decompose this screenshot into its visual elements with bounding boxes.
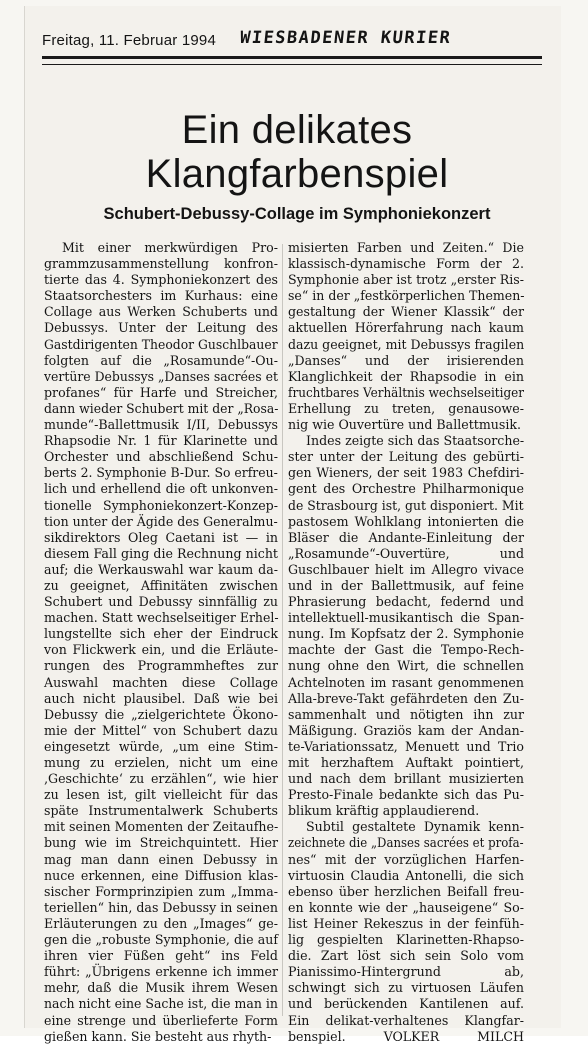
article-text-line: gestaltung der Wiener Klassik“ der bbox=[288, 304, 524, 320]
article-text-line: eingesetzt würde, „um eine Stim- bbox=[44, 738, 278, 754]
article-text-line: Orchester und abschließend Schu- bbox=[44, 449, 278, 465]
article-text-line: zu geeignet, Affinitäten zwischen bbox=[44, 577, 278, 593]
article-text-line: aktuellen Hörerfahrung nach kaum bbox=[288, 320, 524, 336]
article-text-line: späte Instrumentalwerk Schuberts bbox=[44, 803, 278, 819]
article-text-line: Erhellung zu treten, genausowe- bbox=[288, 400, 524, 416]
article-text-line: profanes“ für Harfe und Streicher, bbox=[44, 384, 278, 400]
article-text-line: gent des Orchestre Philharmonique bbox=[288, 481, 524, 497]
article-text-line: rungen des Programmheftes zur bbox=[44, 658, 278, 674]
article-text-line: klassisch-dynamische Form der 2. bbox=[288, 256, 524, 272]
article-text-line: tionelle Symphoniekonzert-Konzep- bbox=[44, 497, 278, 513]
issue-date: Freitag, 11. Februar 1994 bbox=[42, 32, 216, 49]
article-text-line: grammzusammenstellung konfron- bbox=[44, 256, 278, 272]
masthead bbox=[42, 26, 542, 56]
article-text-line: fruchtbares Verhältnis wechselseitiger bbox=[288, 384, 525, 400]
article-text-line: sikdirektors Oleg Caetani ist — in bbox=[44, 529, 278, 545]
article-text-line: Alla-breve-Takt gefährdeten den Zu- bbox=[288, 690, 524, 706]
article-text-line: Erläuterungen zu den „Images“ ge- bbox=[44, 915, 278, 931]
article-text-line: vertüre Debussys „Danses sacrées et bbox=[44, 368, 278, 384]
article-text-line: teriellen“ hin, das Debussy in seinen bbox=[44, 899, 278, 915]
article-text-line: Mit einer merkwürdigen Pro- bbox=[62, 240, 278, 255]
article-text-line: gen die „robuste Symphonie, die auf bbox=[44, 932, 278, 948]
article-text-line: de Strasbourg ist, gut disponiert. Mit bbox=[288, 497, 524, 513]
article-text-line: Rhapsodie Nr. 1 für Klarinette und bbox=[44, 433, 278, 449]
article-text-line: Debussy die „zielgerichtete Ökono- bbox=[44, 706, 278, 722]
subheadline: Schubert-Debussy-Collage im Symphoniekonzert bbox=[103, 205, 491, 223]
article-text-line: ebenso über herzlichen Beifall freu- bbox=[288, 883, 524, 899]
article-text-line: sischer Formprinzipien zum „Imma- bbox=[44, 883, 278, 899]
article-text-line: nig wie Ouvertüre und Ballettmusik. bbox=[288, 417, 521, 433]
masthead-rule bbox=[42, 56, 542, 59]
article-text-line: mie der Mittel“ von Schubert dazu bbox=[44, 722, 278, 738]
article-text-line: intellektuell-musikantisch die Span- bbox=[288, 610, 524, 626]
article-text-line: Collage aus Werken Schuberts und bbox=[44, 304, 278, 320]
headline-line-1: Ein delikates bbox=[181, 108, 413, 152]
article-text-line: nes“ mit der vorzüglichen Harfen- bbox=[288, 851, 524, 867]
article-text-line: gießen kann. Sie besteht aus rhyth- bbox=[44, 1028, 272, 1044]
article-text-line: Ein delikat-verhaltenes Klangfar- bbox=[288, 1012, 524, 1028]
article-text-line: mehr, daß die Musik ihrem Wesen bbox=[44, 980, 278, 996]
article-text-line: und in der Ballettmusik, auf feine bbox=[288, 577, 524, 593]
article-text-line: eine strenge und überlieferte Form bbox=[44, 1012, 278, 1028]
article-text-line: gen Wieners, der seit 1983 Chefdiri- bbox=[288, 465, 524, 481]
article-text-line: Pianissimo-Hintergrund ab, bbox=[288, 964, 524, 980]
article-text-line: nung. Im Kopfsatz der 2. Symphonie bbox=[288, 626, 524, 642]
masthead-rule-thin bbox=[42, 64, 542, 65]
article-text-line: Gastdirigenten Theodor Guschlbauer bbox=[44, 336, 278, 352]
article-text-line: Debussys. Unter der Leitung des bbox=[44, 320, 278, 336]
article-text-line: blikum kräftig applaudierend. bbox=[288, 803, 480, 819]
article-text-line: folgten auf die „Rosamunde“-Ou- bbox=[44, 352, 278, 368]
article-text-line: schwingt sich zu virtuosen Läufen bbox=[288, 980, 524, 996]
article-text-line: dann wieder Schubert mit der „Rosa- bbox=[44, 400, 279, 416]
article-text-line: list Heiner Rekeszus in der feinfüh- bbox=[288, 915, 524, 931]
article-text-line: die. Zart löst sich sein Solo vom bbox=[288, 948, 524, 964]
article-text-line: Auswahl machten diese Collage bbox=[44, 674, 278, 690]
headline bbox=[42, 108, 552, 196]
article-column-right bbox=[288, 240, 524, 1045]
article-text-line: lich und erhellend die oft unkonven- bbox=[44, 481, 278, 497]
article-text-line: mit herzhaftem Auftakt pointiert, bbox=[288, 755, 524, 770]
article-text-line: te-Variationssatz, Menuett und Trio bbox=[288, 738, 524, 754]
article-text-line: „Danses“ und der irisierenden bbox=[288, 352, 524, 368]
article-text-line: mag man dann einen Debussy in bbox=[44, 851, 278, 867]
newspaper-name: WIESBADENER KURIER bbox=[238, 28, 453, 48]
article-text-line: auf; die Werkauswahl war kaum da- bbox=[44, 561, 278, 577]
article-text-line: en konnte wie der „hauseigene“ So- bbox=[288, 899, 524, 915]
article-text-line: Symphonie aber ist trotz „erster Ris- bbox=[288, 272, 524, 288]
article-text-line: Schubert und Debussy sinnfällig zu bbox=[44, 594, 278, 610]
article-text-line: ‚Geschichte‘ zu erzählen“, wie hier bbox=[44, 771, 278, 787]
article-text-line: Presto-Finale bedankte sich das Pu- bbox=[288, 787, 524, 803]
article-text-line: ihren vier Füßen geht“ ins Feld bbox=[44, 948, 278, 964]
article-text-line: se“ in der „festkörperlichen Themen- bbox=[288, 288, 525, 304]
article-text-line: lungstellte sich eher der Eindruck bbox=[44, 626, 278, 642]
article-text-line: dazu geeignet, mit Debussys fragilen bbox=[288, 336, 525, 352]
article-text-line: Guschlbauer hielt im Allegro vivace bbox=[288, 561, 524, 577]
article-text-line: berts 2. Symphonie B-Dur. So erfreu- bbox=[44, 465, 278, 481]
article-text-line: tierte das 4. Symphoniekonzert des bbox=[44, 272, 278, 288]
article-text-line: virtuosin Claudia Antonelli, die sich bbox=[288, 867, 524, 883]
article-text-line: Subtil gestaltete Dynamik kenn- bbox=[306, 819, 524, 835]
article-text-line: führt: „Übrigens erkenne ich immer bbox=[44, 964, 278, 980]
article-text-line: nuce erkennen, eine Diffusion klas- bbox=[44, 867, 278, 883]
article-text-line: Phrasierung bedacht, federnd und bbox=[288, 594, 524, 610]
article-text-line: Indes zeigte sich das Staatsorche- bbox=[306, 433, 525, 449]
article-text-line: Klanglichkeit der Rhapsodie in ein bbox=[288, 368, 524, 384]
article-text-line: und nach dem brillant musizierten bbox=[288, 771, 524, 787]
article-text-line: diesem Fall ging die Rechnung nicht bbox=[44, 545, 278, 561]
article-text-line: benspiel. VOLKER MILCH bbox=[288, 1028, 524, 1044]
article-text-line: nach nicht eine Sache ist, die man in bbox=[44, 996, 278, 1012]
article-text-line: auch nicht plausibel. Daß wie bei bbox=[44, 690, 278, 706]
article-text-line: und berückenden Kantilenen auf. bbox=[288, 996, 524, 1012]
article-text-line: sammenhalt und nötigten ihn zur bbox=[288, 706, 524, 722]
article-text-line: pastosem Wohlklang intonierten die bbox=[288, 513, 524, 529]
article-text-line: munde“-Ballettmusik I/II, Debussys bbox=[44, 417, 278, 433]
article-text-line: Staatsorchesters im Kurhaus: eine bbox=[44, 288, 278, 304]
article-text-line: „Rosamunde“-Ouvertüre, und bbox=[288, 545, 524, 561]
article-text-line: machen. Statt wechselseitiger Erhel- bbox=[44, 610, 279, 626]
article-text-line: ster unter der Leitung des gebürti- bbox=[288, 449, 524, 465]
article-text-line: nung ohne den Wirt, die schnellen bbox=[288, 658, 524, 674]
article-column-left bbox=[44, 240, 278, 1045]
article-text-line: Mäßigung. Graziös kam der Andan- bbox=[288, 722, 524, 738]
article-text-line: bung wie im Streichquintett. Hier bbox=[44, 835, 278, 851]
article-text-line: mit seinen Momenten der Zeitaufhe- bbox=[44, 819, 279, 835]
article-text-line: mung zu erzielen, nicht um eine bbox=[44, 755, 278, 770]
headline-line-2: Klangfarbenspiel bbox=[145, 152, 449, 196]
column-divider bbox=[282, 244, 283, 1016]
article-text-line: tion unter der Ägide des Generalmu- bbox=[44, 513, 278, 529]
article-text-line: Bläser die Andante-Einleitung der bbox=[288, 529, 524, 545]
article-text-line: zeichnete die „Danses sacrées et profa- bbox=[288, 835, 524, 851]
article-text-line: Achtelnoten im rasant genommenen bbox=[288, 674, 524, 690]
article-text-line: lig gespielten Klarinetten-Rhapso- bbox=[288, 932, 524, 948]
article-text-line: von Flickwerk ein, und die Erläute- bbox=[44, 642, 278, 658]
article-text-line: misierten Farben und Zeiten.“ Die bbox=[288, 240, 524, 255]
article-text-line: zu lesen ist, gilt vielleicht für das bbox=[44, 787, 278, 803]
article-text-line: machte der Gast die Tempo-Rech- bbox=[288, 642, 524, 658]
